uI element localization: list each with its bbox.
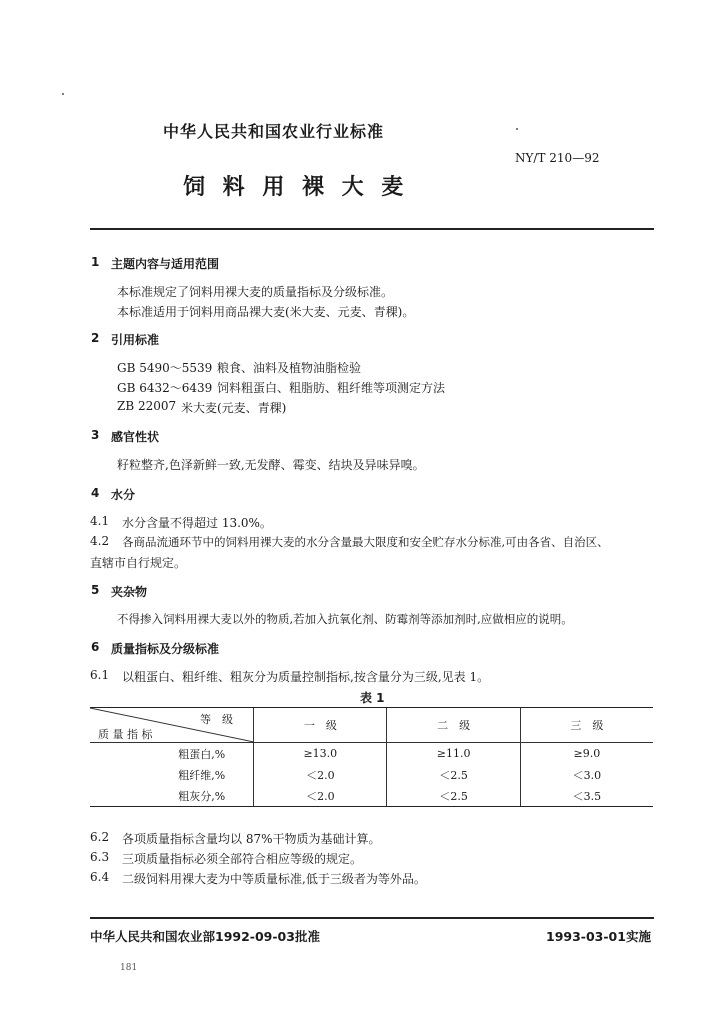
indicator-label: 粗灰分,% <box>90 785 254 807</box>
table-caption: 表 1 <box>360 691 385 705</box>
table-cell: ≥11.0 <box>387 743 520 765</box>
section-4-title: 水分 <box>111 488 136 502</box>
clause-4-2-continuation: 直辖市自行规定。 <box>90 556 187 570</box>
document-title: 饲 料 用 裸 大 麦 <box>183 175 409 200</box>
table-cell: ＜2.0 <box>254 764 387 785</box>
section-2-title: 引用标准 <box>111 333 160 347</box>
table-row <box>90 764 653 785</box>
clause-6-1-text: 以粗蛋白、粗纤维、粗灰分为质量控制指标,按含量分为三级,见表 1。 <box>122 670 490 684</box>
reference-title: 粮食、油料及植物油脂检验 <box>217 361 362 375</box>
section-5-paragraph: 不得掺入饲料用裸大麦以外的物质,若加入抗氧化剂、防霉剂等添加剂时,应做相应的说明。 <box>117 612 573 626</box>
clause-6-2-text: 各项质量指标含量均以 87%干物质为基础计算。 <box>122 832 381 846</box>
section-6-title: 质量指标及分级标准 <box>111 642 220 656</box>
table-cell: ＜2.5 <box>387 764 520 785</box>
scan-speck <box>516 128 518 130</box>
indicator-label: 粗纤维,% <box>178 768 226 782</box>
clause-4-2-text: 各商品流通环节中的饲料用裸大麦的水分含量最大限度和安全贮存水分标准,可由各省、自治区、 <box>122 535 609 549</box>
section-6-number: 6 <box>91 640 100 654</box>
page-number: 181 <box>120 963 138 973</box>
reference-title: 米大麦(元麦、青稞) <box>181 401 287 415</box>
section-1-paragraph-2: 本标准适用于饲料用商品裸大麦(米大麦、元麦、青稞)。 <box>117 305 415 319</box>
corner-header-grade: 等 级 <box>200 713 233 726</box>
clause-4-1-text: 水分含量不得超过 13.0%。 <box>122 516 272 530</box>
issuing-organization: 中华人民共和国农业行业标准 <box>163 122 385 141</box>
clause-6-4-number: 6.4 <box>90 870 110 884</box>
reference-code: GB 5490～5539 <box>117 361 213 375</box>
grade-table <box>90 707 653 807</box>
clause-6-2-number: 6.2 <box>90 830 110 844</box>
grade-header: 一 级 <box>254 708 387 743</box>
section-2-number: 2 <box>91 331 100 345</box>
approval-line: 中华人民共和国农业部1992-09-03批准 <box>90 929 320 944</box>
section-4-number: 4 <box>91 486 100 500</box>
section-1-paragraph-1: 本标准规定了饲料用裸大麦的质量指标及分级标准。 <box>117 285 394 299</box>
grade-header: 三 级 <box>520 708 653 743</box>
section-1-number: 1 <box>91 255 100 269</box>
header-rule <box>90 228 654 230</box>
clause-6-4-text: 二级饲料用裸大麦为中等质量标准,低于三级者为等外品。 <box>122 872 426 886</box>
clause-6-3-number: 6.3 <box>90 850 110 864</box>
grade-header: 二 级 <box>387 708 520 743</box>
scan-speck <box>62 93 64 95</box>
clause-6-1-number: 6.1 <box>90 668 110 682</box>
indicator-label: 粗蛋白,% <box>178 747 226 761</box>
reference-code: ZB 22007 <box>117 399 177 413</box>
section-3-title: 感官性状 <box>111 430 160 444</box>
effective-date: 1993-03-01实施 <box>546 929 651 944</box>
reference-code: GB 6432～6439 <box>117 381 213 395</box>
reference-title: 饲料粗蛋白、粗脂肪、粗纤维等项测定方法 <box>217 381 446 395</box>
section-3-paragraph: 籽粒整齐,色泽新鲜一致,无发酵、霉变、结块及异味异嗅。 <box>117 458 425 472</box>
table-corner-cell <box>90 708 254 743</box>
clause-6-3-text: 三项质量指标必须全部符合相应等级的规定。 <box>122 852 363 866</box>
table-cell: ＜3.5 <box>520 785 653 807</box>
section-1-title: 主题内容与适用范围 <box>111 257 220 271</box>
table-cell: ＜3.0 <box>520 764 653 785</box>
footer-rule <box>90 917 654 919</box>
table-row <box>90 785 653 807</box>
corner-header-indicator: 质 量 指 标 <box>98 728 153 741</box>
table-row <box>90 743 653 765</box>
table-cell: ≥9.0 <box>520 743 653 765</box>
section-5-title: 夹杂物 <box>111 585 148 599</box>
standard-code: NY/T 210—92 <box>515 151 600 165</box>
table-cell: ＜2.5 <box>387 785 520 807</box>
section-5-number: 5 <box>91 583 100 597</box>
table-cell: ≥13.0 <box>254 743 387 765</box>
section-3-number: 3 <box>91 428 100 442</box>
table-cell: ＜2.0 <box>254 785 387 807</box>
clause-4-1-number: 4.1 <box>90 514 110 528</box>
clause-4-2-number: 4.2 <box>90 534 110 548</box>
